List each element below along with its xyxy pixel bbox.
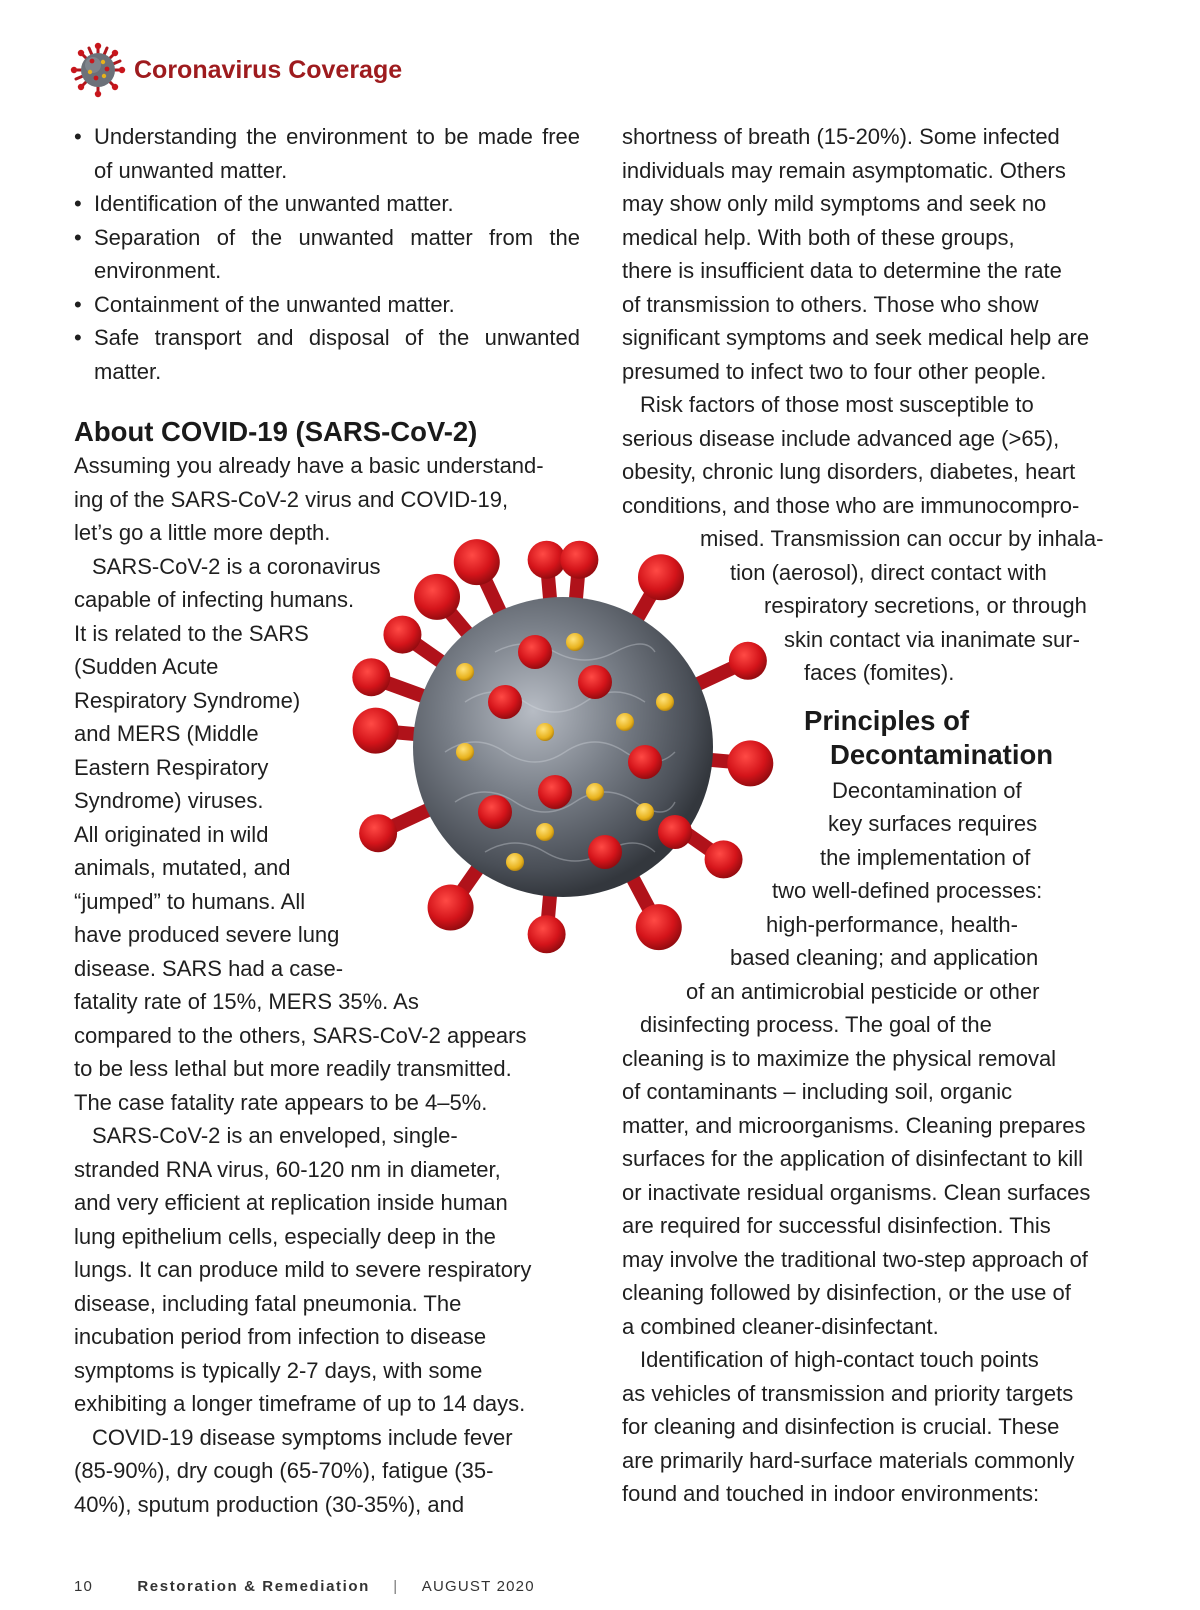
surface-protein [656, 693, 674, 711]
list-item: • Separation of the unwanted matter from the environment. [74, 221, 580, 288]
section-title: Coronavirus Coverage [134, 55, 403, 84]
text-line: the implementation of [820, 844, 1031, 870]
text-line: may involve the traditional two-step approach of [622, 1246, 1088, 1272]
text-line: The case fatality rate appears to be 4–5%. [74, 1089, 488, 1115]
text-line: are primarily hard-surface materials commonly [622, 1447, 1075, 1473]
spike-head [727, 740, 773, 786]
text-line: COVID-19 disease symptoms include fever [92, 1424, 513, 1450]
text-line: presumed to infect two to four other people. [622, 358, 1047, 384]
surface-protein [456, 663, 474, 681]
footer-separator: | [393, 1578, 399, 1595]
text-line: to be less lethal but more readily transmitted. [74, 1056, 512, 1081]
text-line: Syndrome) viruses. [74, 788, 264, 813]
spike-head [518, 635, 552, 669]
issue-date: AUGUST 2020 [421, 1578, 535, 1595]
text-line: for cleaning and disinfection is crucial. These [622, 1414, 1060, 1439]
spike-head [478, 795, 512, 829]
text-line: compared to the others, SARS-CoV-2 appears [74, 1022, 527, 1048]
text-line: fatality rate of 15%, MERS 35%. As [74, 989, 419, 1014]
text-line: as vehicles of transmission and priority targets [622, 1380, 1074, 1406]
spike-head [454, 539, 500, 585]
text-line: two well-defined processes: [772, 878, 1043, 903]
text-line: individuals may remain asymptomatic. Others [622, 157, 1066, 183]
text-line: All originated in wild [74, 821, 269, 847]
text-line: ing of the SARS-CoV-2 virus and COVID-19, [74, 486, 509, 512]
text-line: matter, and microorganisms. Cleaning prepares [622, 1112, 1086, 1138]
coronavirus-icon [70, 42, 126, 98]
list-item: • Containment of the unwanted matter. [74, 288, 580, 322]
text-line: mised. Transmission can occur by inhala- [700, 526, 1104, 551]
text-line: cleaning followed by disinfection, or the use of [622, 1280, 1071, 1305]
surface-protein [636, 803, 654, 821]
about-covid-heading: About COVID-19 (SARS-CoV-2) [74, 416, 478, 447]
text-line: based cleaning; and application [730, 945, 1039, 970]
text-line: have produced severe lung [74, 922, 340, 947]
coronavirus-illustration [345, 532, 775, 962]
text-line: exhibiting a longer timeframe of up to 14 days. [74, 1391, 526, 1416]
text-line: tion (aerosol), direct contact with [730, 559, 1047, 585]
surface-protein [586, 783, 604, 801]
text-line: symptoms is typically 2-7 days, with some [74, 1357, 483, 1383]
surface-protein [616, 713, 634, 731]
spike-head [638, 554, 684, 600]
text-line: disease. SARS had a case- [74, 955, 344, 981]
list-item: • Understanding the environment to be made free of unwanted matter. [74, 120, 580, 187]
surface-protein [566, 633, 584, 651]
spike-head [428, 885, 474, 931]
text-line: It is related to the SARS [74, 620, 309, 646]
text-line: let’s go a little more depth. [74, 520, 331, 545]
list-item: • Safe transport and disposal of the unwanted matter. [74, 321, 580, 388]
spike-head [528, 541, 566, 579]
text-line: significant symptoms and seek medical help are [622, 325, 1090, 350]
surface-protein [506, 853, 524, 871]
text-line: lungs. It can produce mild to severe respiratory [74, 1257, 532, 1282]
text-line: Decontamination of [832, 777, 1022, 803]
spike-head [578, 665, 612, 699]
text-line: may show only mild symptoms and seek no [622, 191, 1047, 216]
spike-head [560, 541, 598, 579]
text-line: a combined cleaner-disinfectant. [622, 1313, 939, 1339]
spike-head [528, 915, 566, 953]
text-line: surfaces for the application of disinfectant to kill [622, 1146, 1084, 1171]
text-line: SARS-CoV-2 is a coronavirus [92, 553, 381, 579]
text-line: (85-90%), dry cough (65-70%), fatigue (35- [74, 1458, 494, 1483]
text-line: obesity, chronic lung disorders, diabetes, heart [622, 459, 1076, 484]
publication-name: Restoration & Remediation [137, 1578, 370, 1595]
text-line: medical help. With both of these groups, [622, 224, 1015, 250]
principles-heading-line1: Principles of [804, 704, 970, 736]
text-line: of transmission to others. Those who show [622, 291, 1039, 317]
text-line: respiratory secretions, or through [764, 593, 1087, 618]
text-line: animals, mutated, and [74, 855, 291, 880]
text-line: are required for successful disinfection. This [622, 1213, 1051, 1238]
spike-head [588, 835, 622, 869]
spike-head [628, 745, 662, 779]
text-line: conditions, and those who are immunocompro- [622, 492, 1080, 518]
text-line: (Sudden Acute [74, 654, 219, 679]
text-line: found and touched in indoor environments: [622, 1481, 1040, 1506]
list-item: • Identification of the unwanted matter. [74, 187, 580, 221]
spike-head [383, 616, 421, 654]
page-footer [74, 1578, 535, 1595]
spike-head [414, 574, 460, 620]
spike-head [488, 685, 522, 719]
text-line: incubation period from infection to disease [74, 1324, 487, 1349]
text-line: Identification of high-contact touch points [640, 1347, 1039, 1372]
spike-head [359, 814, 397, 852]
surface-protein [536, 723, 554, 741]
text-line: key surfaces requires [828, 811, 1038, 836]
spike-head [729, 642, 767, 680]
spike-head [538, 775, 572, 809]
text-line: Respiratory Syndrome) [74, 687, 301, 713]
text-line: and very efficient at replication inside human [74, 1190, 508, 1215]
principles-heading-line2: Decontamination [830, 738, 1054, 770]
text-line: Assuming you already have a basic understand- [74, 453, 544, 478]
spike-head [658, 815, 692, 849]
spike-head [352, 658, 390, 696]
text-line: skin contact via inanimate sur- [784, 626, 1080, 652]
text-line: stranded RNA virus, 60-120 nm in diameter, [74, 1156, 501, 1182]
text-line: shortness of breath (15-20%). Some infected [622, 124, 1060, 149]
spike-head [636, 904, 682, 950]
text-line: Eastern Respiratory [74, 754, 269, 780]
page-number: 10 [74, 1578, 94, 1595]
text-line: serious disease include advanced age (>65), [622, 425, 1060, 451]
text-line: there is insufficient data to determine the rate [622, 258, 1062, 283]
text-line: cleaning is to maximize the physical removal [622, 1045, 1057, 1071]
text-line: and MERS (Middle [74, 721, 259, 746]
surface-protein [456, 743, 474, 761]
spike-head [705, 840, 743, 878]
text-line: capable of infecting humans. [74, 587, 355, 612]
text-line: high-performance, health- [766, 911, 1018, 937]
text-line: 40%), sputum production (30-35%), and [74, 1491, 465, 1517]
surface-protein [536, 823, 554, 841]
text-line: or inactivate residual organisms. Clean surfaces [622, 1179, 1091, 1205]
section-header [70, 42, 402, 98]
bullet-list [74, 120, 580, 388]
text-line: SARS-CoV-2 is an enveloped, single- [92, 1123, 458, 1148]
text-line: lung epithelium cells, especially deep in the [74, 1223, 496, 1249]
text-line: of an antimicrobial pesticide or other [686, 978, 1040, 1004]
text-line: faces (fomites). [804, 660, 955, 685]
text-line: “jumped” to humans. All [74, 888, 306, 914]
text-line: of contaminants – including soil, organic [622, 1079, 1013, 1104]
text-line: disease, including fatal pneumonia. The [74, 1290, 462, 1316]
spike-head [353, 708, 399, 754]
text-line: Risk factors of those most susceptible to [640, 392, 1034, 417]
text-line: disinfecting process. The goal of the [640, 1012, 992, 1037]
